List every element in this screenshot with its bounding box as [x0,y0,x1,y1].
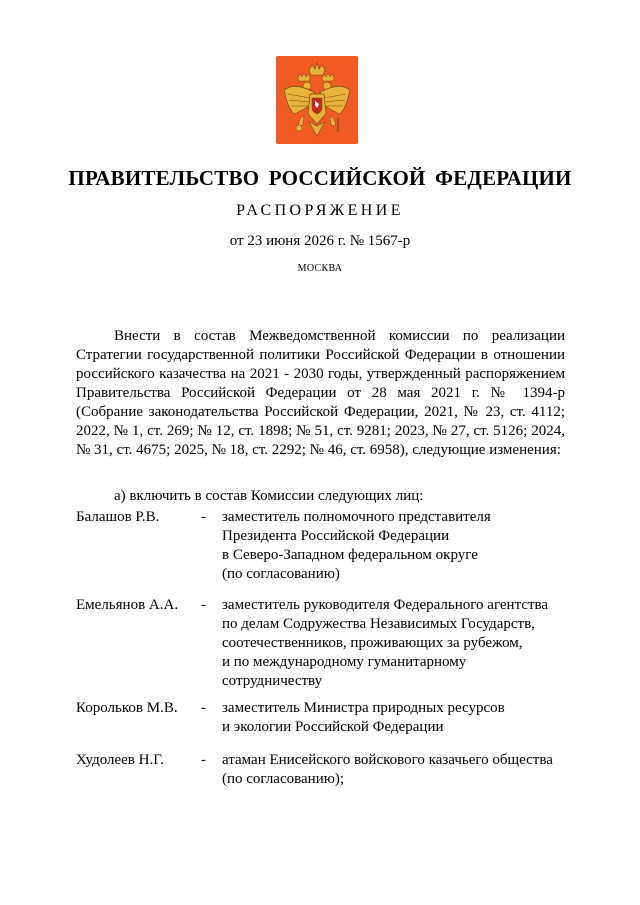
document-city: МОСКВА [297,263,343,274]
member-dash: - [201,752,206,768]
member-dash: - [201,700,206,716]
main-paragraph-block [76,327,565,460]
member-role-line: атаман Енисейского войскового казачьего общества [222,752,553,768]
member-role-line: и экологии Российской Федерации [222,719,444,735]
russian-coat-of-arms-icon [276,56,358,144]
member-role-line: заместитель полномочного представителя [222,509,491,525]
member-role-line: по делам Содружества Независимых Государств, [222,616,535,632]
member-role-line: Президента Российской Федерации [222,528,450,544]
member-dash: - [201,597,206,613]
member-role-line: (по согласованию) [222,566,340,582]
member-role [222,596,576,691]
member-role-line: заместитель руководителя Федерального агентства [222,597,549,613]
member-name: Корольков М.В. [76,700,178,716]
member-name: Емельянов А.А. [76,597,179,613]
government-title: ПРАВИТЕЛЬСТВО РОССИЙСКОЙ ФЕДЕРАЦИИ [68,166,572,190]
member-role-line: (по согласованию); [222,771,345,787]
member-role [222,508,576,584]
member-name: Худолеев Н.Г. [76,752,164,768]
member-dash: - [201,509,206,525]
document-type: РАСПОРЯЖЕНИЕ [236,202,404,219]
member-role-line: соотечественников, проживающих за рубежом, [222,635,523,651]
clause-a: а) включить в состав Комиссии следующих лиц: [114,488,424,504]
main-paragraph: Внести в состав Межведомственной комиссии по реализации Стратегии государственной политики Российской Федерации в отношении российского казачества на 2021 - 2030 годы, утвержденный распоряжением Правительства Российской Федерации от 28 мая 2021 г. № 1394-р (Собрание законодательства Российской Федерации, 2021, № 23, ст. 4112; 2022, № 1, ст. 269; № 12, ст. 1898; № 51, ст. 9281; 2023, № 27, ст. 5126; 2024, № 31, ст. 4675; 2025, № 18, ст. 2292; № 46, ст. 6958), следующие изменения: [76,328,565,458]
member-name: Балашов Р.В. [76,509,160,525]
member-role-line: и по международному гуманитарному [222,654,467,670]
member-role-line: заместитель Министра природных ресурсов [222,700,505,716]
member-role-line: сотрудничеству [222,673,323,689]
member-role [222,751,576,789]
member-role-line: в Северо-Западном федеральном округе [222,547,478,563]
member-role [222,699,576,737]
document-date-number: от 23 июня 2026 г. № 1567-р [229,233,411,249]
